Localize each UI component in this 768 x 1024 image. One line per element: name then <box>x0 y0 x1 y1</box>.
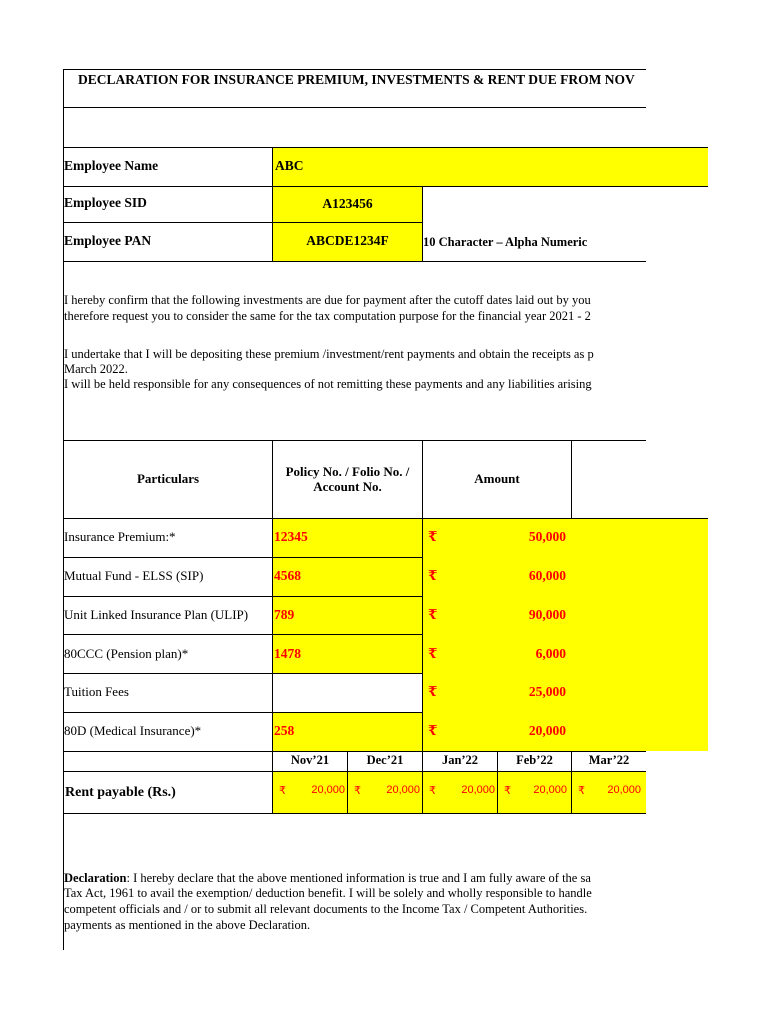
rent-month: Dec’21 <box>366 753 404 767</box>
rent-month: Jan’22 <box>441 753 479 767</box>
border-col3-table <box>571 440 572 519</box>
border-emp-top <box>63 147 708 148</box>
row-particular: Tuition Fees <box>64 684 129 699</box>
header-amount: Amount <box>474 471 520 486</box>
declaration-label: Declaration <box>64 871 127 885</box>
confirm-line-2: therefore request you to consider the same for the tax computation purpose for the financial year 2021 - 2 <box>64 309 591 323</box>
undertake-line-2: March 2022. <box>64 362 128 376</box>
row-policy[interactable]: 12345 <box>274 529 308 544</box>
row-currency: ₹ <box>428 646 438 661</box>
border-row6 <box>63 751 646 752</box>
rent-currency: ₹ <box>429 785 436 797</box>
rent-currency: ₹ <box>578 785 585 797</box>
row-policy[interactable]: 789 <box>274 607 295 622</box>
border-emp-row2 <box>63 222 423 223</box>
rent-currency: ₹ <box>279 785 286 797</box>
row-currency: ₹ <box>428 684 438 699</box>
row-amount[interactable]: 20,000 <box>528 723 566 738</box>
border-row5 <box>63 712 423 713</box>
page-title: DECLARATION FOR INSURANCE PREMIUM, INVESTMENTS & RENT DUE FROM NOV <box>78 72 635 87</box>
employee-name-label: Employee Name <box>64 158 159 173</box>
row-particular: Unit Linked Insurance Plan (ULIP) <box>64 607 249 622</box>
rent-amount[interactable]: 20,000 <box>607 784 641 796</box>
confirm-line-1: I hereby confirm that the following investments are due for payment after the cutoff dates laid out by you <box>64 293 591 307</box>
row-policy[interactable]: 1478 <box>274 646 301 661</box>
row-currency: ₹ <box>428 723 438 738</box>
employee-sid-value[interactable]: A123456 <box>322 196 373 211</box>
border-table-top <box>63 440 646 441</box>
header-policy-line1: Policy No. / Folio No. / <box>285 464 410 479</box>
rent-amount[interactable]: 20,000 <box>461 784 495 796</box>
header-policy-line2: Account No. <box>313 479 382 494</box>
row-amount[interactable]: 6,000 <box>535 646 566 661</box>
rent-currency: ₹ <box>354 785 361 797</box>
row-particular: Mutual Fund - ELSS (SIP) <box>64 568 204 583</box>
declaration-line-2: Tax Act, 1961 to avail the exemption/ deduction benefit. I will be solely and wholly responsible to handle <box>64 886 592 900</box>
declaration-line-1 <box>64 871 646 885</box>
employee-sid-label: Employee SID <box>64 195 147 210</box>
row-amount[interactable]: 90,000 <box>528 607 566 622</box>
tuition-policy-blank <box>273 674 422 712</box>
border-row2 <box>63 596 423 597</box>
employee-name-fill <box>273 148 708 186</box>
employee-pan-value[interactable]: ABCDE1234F <box>306 233 389 248</box>
row-amount[interactable]: 25,000 <box>528 684 566 699</box>
row-particular: 80D (Medical Insurance)* <box>64 723 202 738</box>
rent-amount[interactable]: 20,000 <box>533 784 567 796</box>
employee-name-value[interactable]: ABC <box>275 158 304 173</box>
border-emp-row1 <box>63 186 708 187</box>
rent-month: Mar’22 <box>588 753 630 767</box>
row-currency: ₹ <box>428 607 438 622</box>
employee-pan-note: 10 Character – Alpha Numeric <box>423 235 588 249</box>
border-row3 <box>63 634 423 635</box>
border-months <box>63 771 646 772</box>
row-amount[interactable]: 60,000 <box>528 568 566 583</box>
rent-amount[interactable]: 20,000 <box>386 784 420 796</box>
row-particular: Insurance Premium:* <box>64 529 176 544</box>
border-rent-bottom <box>63 813 646 814</box>
border-table-header <box>63 518 708 519</box>
border-row1 <box>63 557 423 558</box>
declaration-text-1: : I hereby declare that the above mentioned information is true and I am fully aware of the sa <box>126 871 591 885</box>
border-top <box>63 69 646 70</box>
row-particular: 80CCC (Pension plan)* <box>64 646 189 661</box>
investment-rows-fill-right <box>571 519 708 751</box>
header-particulars: Particulars <box>136 471 200 486</box>
row-policy[interactable]: 4568 <box>274 568 301 583</box>
row-policy[interactable]: 258 <box>274 723 295 738</box>
rent-month: Nov’21 <box>290 753 330 767</box>
undertake-line-1: I undertake that I will be depositing these premium /investment/rent payments and obtain the receipts as p <box>64 347 594 361</box>
rent-label: Rent payable (Rs.) <box>65 785 176 800</box>
row-amount[interactable]: 50,000 <box>528 529 566 544</box>
undertake-line-3: I will be held responsible for any consequences of not remitting these payments and any liabilities arising <box>64 377 592 391</box>
declaration-line-4: payments as mentioned in the above Declaration. <box>64 918 311 932</box>
row-currency: ₹ <box>428 529 438 544</box>
rent-currency: ₹ <box>504 785 511 797</box>
border-emp-bottom <box>63 261 646 262</box>
border-title-bottom <box>63 107 646 108</box>
declaration-line-3: competent officials and / or to submit all relevant documents to the Income Tax / Competent Authorities. <box>64 902 588 916</box>
employee-pan-label: Employee PAN <box>64 233 152 248</box>
rent-amount[interactable]: 20,000 <box>311 784 345 796</box>
row-currency: ₹ <box>428 568 438 583</box>
rent-month: Feb’22 <box>516 753 553 767</box>
